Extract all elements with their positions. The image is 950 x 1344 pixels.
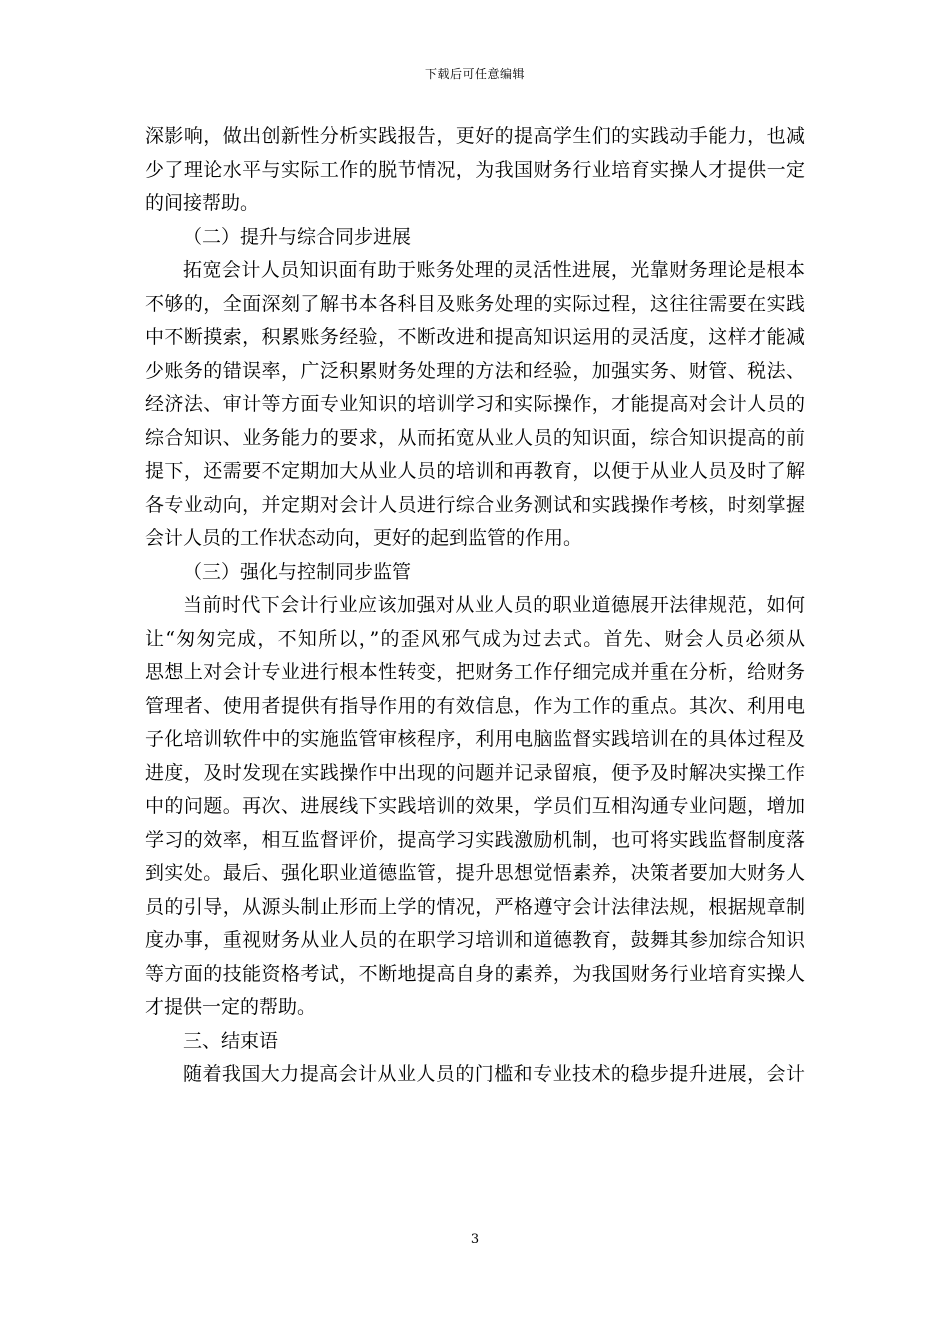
text-line: 等方面的技能资格考试，不断地提高自身的素养，为我国财务行业培育实操人	[145, 962, 805, 985]
text-line: 当前时代下会计行业应该加强对从业人员的职业道德展开法律规范，如何	[183, 594, 805, 616]
text-line: 拓宽会计人员知识面有助于账务处理的灵活性进展，光靠财务理论是根本	[183, 259, 805, 281]
text-line: 各专业动向，并定期对会计人员进行综合业务测试和实践操作考核，时刻掌握	[145, 493, 805, 516]
text-line: 综合知识、业务能力的要求，从而拓宽从业人员的知识面，综合知识提高的前	[145, 426, 805, 449]
section-heading-3: （三）强化与控制同步监管	[183, 560, 412, 583]
page-number: 3	[470, 1232, 480, 1247]
text-line: 中不断摸索，积累账务经验，不断改进和提高知识运用的灵活度，这样才能减	[145, 326, 805, 348]
text-line: 管理者、使用者提供有指导作用的有效信息，作为工作的重点。其次、利用电	[145, 694, 805, 717]
text-line: 的间接帮助。	[145, 192, 260, 214]
text-line: 学习的效率，相互监督评价，提高学习实践激励机制，也可将实践监督制度落	[145, 828, 805, 851]
page-header: 下载后可任意编辑	[424, 67, 525, 81]
text-line: 少账务的错误率，广泛积累财务处理的方法和经验，加强实务、财管、税法、	[145, 359, 805, 382]
text-line: 少了理论水平与实际工作的脱节情况，为我国财务行业培育实操人才提供一定	[145, 158, 805, 181]
text-line: 到实处。最后、强化职业道德监管，提升思想觉悟素养，决策者要加大财务人	[145, 862, 805, 884]
text-line: 不够的，全面深刻了解书本各科目及账务处理的实际过程，这往往需要在实践	[145, 292, 805, 315]
text-line: 进度，及时发现在实践操作中出现的问题并记录留痕，便予及时解决实操工作	[145, 761, 805, 784]
text-line: 会计人员的工作状态动向，更好的起到监管的作用。	[145, 527, 583, 549]
document-body	[145, 120, 805, 1092]
text-line: 让“匆匆完成，不知所以，”的歪风邪气成为过去式。首先、财会人员必须从	[145, 627, 805, 650]
paragraph-knowledge	[145, 254, 805, 556]
text-line: 子化培训软件中的实施监管审核程序，利用电脑监督实践培训在的具体过程及	[145, 728, 805, 750]
text-line: 随着我国大力提高会计从业人员的门槛和专业技术的稳步提升进展，会计	[183, 1063, 805, 1085]
text-line: 中的问题。再次、进展线下实践培训的效果，学员们互相沟通专业问题，增加	[145, 795, 805, 817]
section-heading-2: （二）提升与综合同步进展	[183, 225, 412, 248]
paragraph-continuation	[145, 120, 805, 221]
paragraph-conclusion	[145, 1058, 805, 1092]
text-line: 才提供一定的帮助。	[145, 996, 317, 1018]
section-heading-conclusion: 三、结束语	[183, 1029, 279, 1052]
text-line: 提下，还需要不定期加大从业人员的培训和再教育，以便于从业人员及时了解	[145, 460, 805, 482]
text-line: 思想上对会计专业进行根本性转变，把财务工作仔细完成并重在分析，给财务	[145, 661, 805, 683]
text-line: 深影响，做出创新性分析实践报告，更好的提高学生们的实践动手能力，也减	[145, 125, 805, 147]
text-line: 度办事，重视财务从业人员的在职学习培训和道德教育，鼓舞其参加综合知识	[145, 929, 805, 951]
text-line: 员的引导，从源头制止形而上学的情况，严格遵守会计法律法规，根据规章制	[145, 895, 805, 918]
text-line: 经济法、审计等方面专业知识的培训学习和实际操作，才能提高对会计人员的	[145, 393, 805, 415]
paragraph-supervision	[145, 589, 805, 1025]
